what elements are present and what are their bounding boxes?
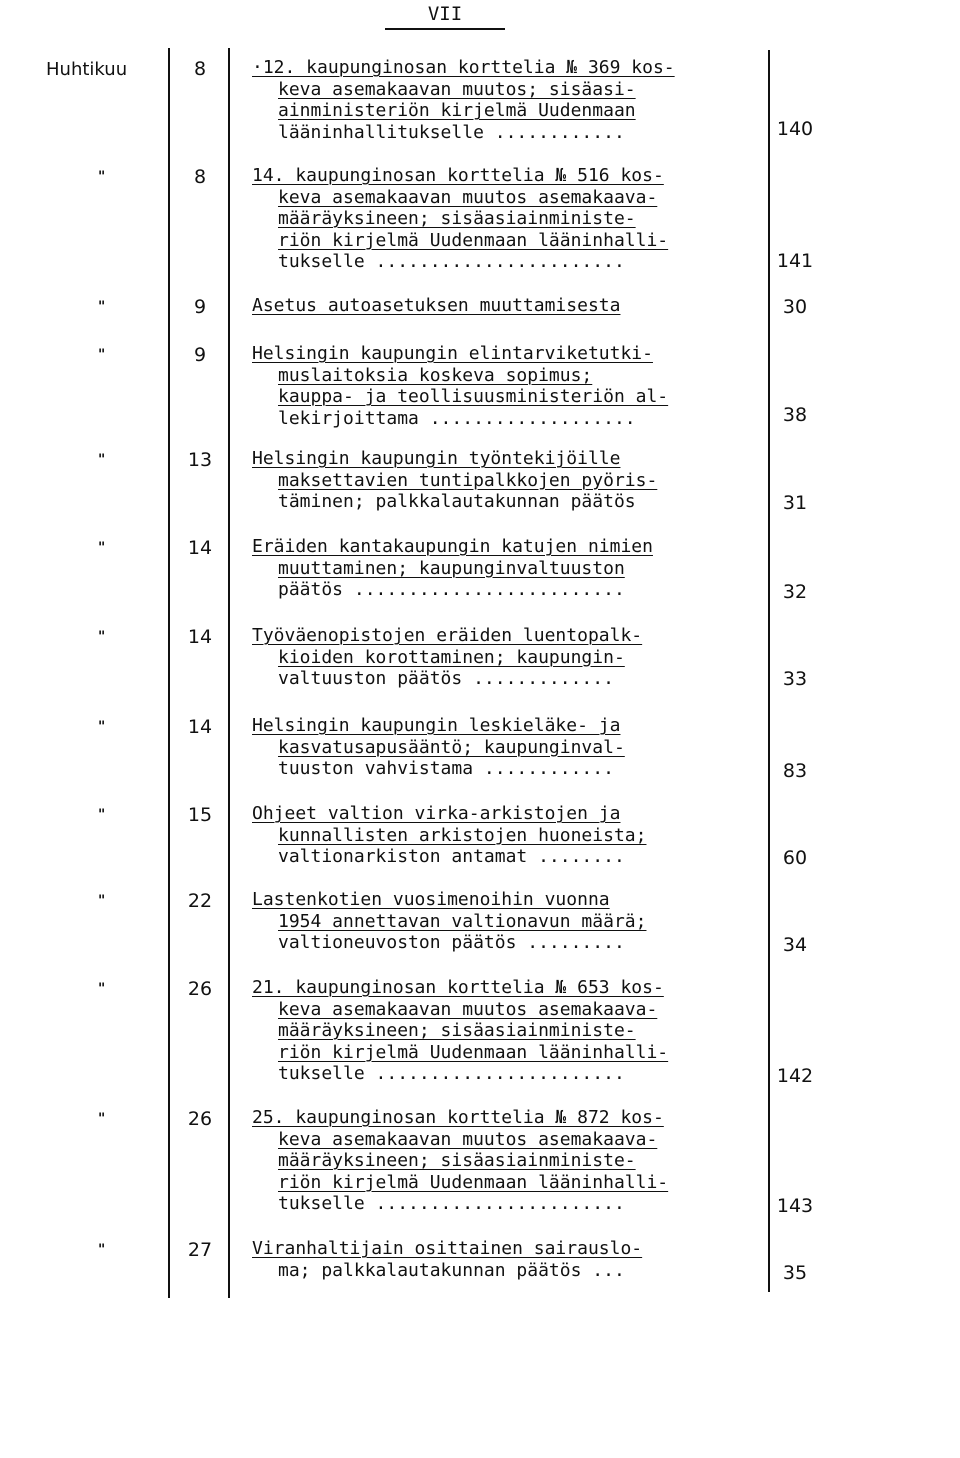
page-number-cell: 38 xyxy=(782,404,808,426)
month-cell: " xyxy=(98,1111,106,1127)
day-cell: 15 xyxy=(187,804,213,826)
page-number-cell: 32 xyxy=(782,581,808,603)
month-cell: " xyxy=(98,299,106,315)
page-number-cell: 33 xyxy=(782,668,808,690)
page-number-cell: 30 xyxy=(782,296,808,318)
description-cell xyxy=(252,625,762,690)
day-cell: 22 xyxy=(187,890,213,912)
description-cell xyxy=(252,536,762,601)
page-number-cell: 35 xyxy=(782,1262,808,1284)
page-header: VII xyxy=(427,3,463,25)
month-cell: " xyxy=(98,719,106,735)
day-cell: 13 xyxy=(187,449,213,471)
description-line: valtioneuvoston päätös ......... xyxy=(278,932,625,953)
description-line: 25. kaupunginosan korttelia № 872 kos- xyxy=(252,1107,664,1128)
description-line: riön kirjelmä Uudenmaan lääninhalli- xyxy=(278,229,669,251)
description-line: Asetus autoasetuksen muuttamisesta xyxy=(252,295,621,316)
description-line: Eräiden kantakaupungin katujen nimien xyxy=(252,536,653,557)
description-line: Työväenopistojen eräiden luentopalk- xyxy=(252,625,643,646)
page-number-cell: 143 xyxy=(776,1195,814,1217)
description-cell xyxy=(252,1238,762,1281)
description-line: tukselle ....................... xyxy=(278,1063,625,1084)
description-line: maksettavien tuntipalkkojen pyöris- xyxy=(278,469,658,491)
day-cell: 8 xyxy=(193,58,207,80)
day-cell: 27 xyxy=(187,1239,213,1261)
description-line: riön kirjelmä Uudenmaan lääninhalli- xyxy=(278,1171,669,1193)
description-line: muuttaminen; kaupunginvaltuuston xyxy=(278,557,625,579)
description-line: ·12. kaupunginosan korttelia № 369 kos- xyxy=(252,57,675,78)
description-cell xyxy=(252,715,762,780)
page-number-cell: 83 xyxy=(782,760,808,782)
description-line: kunnallisten arkistojen huoneista; xyxy=(278,824,647,846)
description-line: lekirjoittama ................... xyxy=(278,407,636,429)
description-cell xyxy=(252,889,762,954)
description-line: lääninhallitukselle ............ xyxy=(278,121,625,143)
month-cell: " xyxy=(98,893,106,909)
description-line: 21. kaupunginosan korttelia № 653 kos- xyxy=(252,977,664,998)
page-number-cell: 141 xyxy=(776,250,814,272)
day-cell: 26 xyxy=(187,1108,213,1130)
description-line: päätös ......................... xyxy=(278,579,625,600)
description-line: määräyksineen; sisäasiainministe- xyxy=(278,208,636,229)
description-line: ma; palkkalautakunnan päätös ... xyxy=(278,1259,625,1281)
day-cell: 14 xyxy=(187,537,213,559)
description-line: Helsingin kaupungin leskieläke- ja xyxy=(252,715,621,736)
description-cell xyxy=(252,977,762,1085)
description-line: keva asemakaavan muutos; sisäasi- xyxy=(278,78,636,100)
month-cell: " xyxy=(98,807,106,823)
month-cell: " xyxy=(98,169,106,185)
month-cell: " xyxy=(98,629,106,645)
month-cell: " xyxy=(98,540,106,556)
page-number-cell: 34 xyxy=(782,934,808,956)
day-cell: 26 xyxy=(187,978,213,1000)
description-cell xyxy=(252,343,762,429)
description-cell xyxy=(252,448,762,513)
header-rule xyxy=(385,28,505,30)
description-line: 1954 annettavan valtionavun määrä; xyxy=(278,910,647,932)
month-cell: " xyxy=(98,1242,106,1258)
description-line: kauppa- ja teollisuusministeriön al- xyxy=(278,386,669,407)
description-line: Helsingin kaupungin elintarviketutki- xyxy=(252,343,653,364)
description-cell xyxy=(252,57,762,143)
page-number-cell: 31 xyxy=(782,492,808,514)
description-line: keva asemakaavan muutos asemakaava- xyxy=(278,998,658,1020)
description-cell xyxy=(252,1107,762,1215)
description-line: määräyksineen; sisäasiainministe- xyxy=(278,1020,636,1041)
day-cell: 8 xyxy=(193,166,207,188)
month-cell: Huhtikuu xyxy=(46,59,128,80)
description-line: kasvatusapusääntö; kaupunginval- xyxy=(278,736,625,758)
column-divider-page xyxy=(768,50,770,1292)
description-line: tukselle ....................... xyxy=(278,251,625,272)
day-cell: 9 xyxy=(193,296,207,318)
description-line: 14. kaupunginosan korttelia № 516 kos- xyxy=(252,165,664,186)
description-cell xyxy=(252,295,762,317)
description-cell xyxy=(252,803,762,868)
description-line: muslaitoksia koskeva sopimus; xyxy=(278,364,593,386)
description-line: valtuuston päätös ............. xyxy=(278,668,614,689)
description-line: keva asemakaavan muutos asemakaava- xyxy=(278,186,658,208)
description-cell xyxy=(252,165,762,273)
description-line: Ohjeet valtion virka-arkistojen ja xyxy=(252,803,621,824)
description-line: Lastenkotien vuosimenoihin vuonna xyxy=(252,889,610,910)
description-line: tuuston vahvistama ............ xyxy=(278,758,614,779)
description-line: ainministeriön kirjelmä Uudenmaan xyxy=(278,100,636,121)
month-cell: " xyxy=(98,981,106,997)
page-number-cell: 60 xyxy=(782,847,808,869)
page-number-cell: 140 xyxy=(776,118,814,140)
description-line: Helsingin kaupungin työntekijöille xyxy=(252,448,621,469)
column-divider-day xyxy=(228,48,230,1298)
month-cell: " xyxy=(98,452,106,468)
day-cell: 9 xyxy=(193,344,207,366)
month-cell: " xyxy=(98,347,106,363)
day-cell: 14 xyxy=(187,716,213,738)
description-line: valtionarkiston antamat ........ xyxy=(278,846,625,867)
description-line: täminen; palkkalautakunnan päätös xyxy=(278,491,636,512)
description-line: keva asemakaavan muutos asemakaava- xyxy=(278,1128,658,1150)
description-line: Viranhaltijain osittainen sairauslo- xyxy=(252,1238,643,1259)
description-line: riön kirjelmä Uudenmaan lääninhalli- xyxy=(278,1041,669,1063)
day-cell: 14 xyxy=(187,626,213,648)
description-line: kioiden korottaminen; kaupungin- xyxy=(278,646,625,668)
description-line: tukselle ....................... xyxy=(278,1193,625,1214)
description-line: määräyksineen; sisäasiainministe- xyxy=(278,1150,636,1171)
page-number-cell: 142 xyxy=(776,1065,814,1087)
